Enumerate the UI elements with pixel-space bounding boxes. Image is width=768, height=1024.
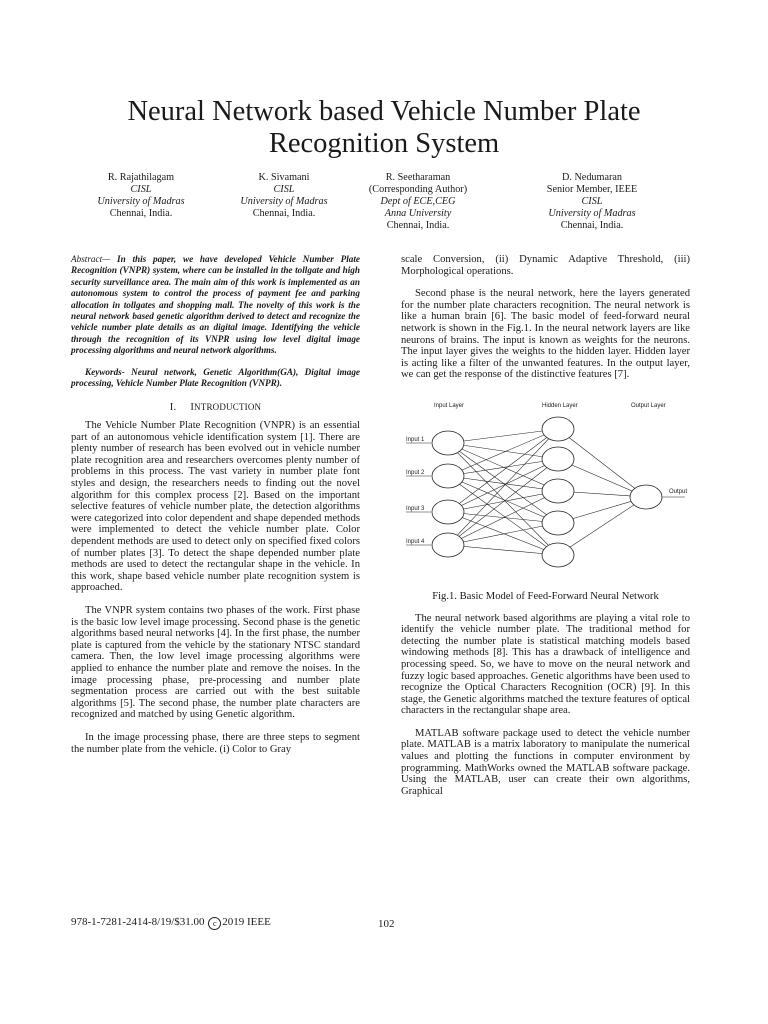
page-number: 102 [378, 918, 395, 930]
connection-edge [448, 429, 558, 545]
isbn-text: 978-1-7281-2414-8/19/$31.00 [71, 916, 205, 928]
figure-caption: Fig.1. Basic Model of Feed-Forward Neural Network [432, 590, 659, 602]
hidden-neuron [542, 543, 574, 567]
right-column [401, 254, 690, 797]
author-location: Chennai, India. [386, 220, 450, 231]
author-affiliation: Anna University [384, 208, 452, 219]
author-affiliation: Dept of ECE,CEG [380, 196, 456, 207]
author-affiliation: CISL [130, 184, 152, 195]
footer-isbn [71, 916, 271, 930]
year-org: 2019 IEEE [222, 916, 271, 928]
author-location: Chennai, India. [560, 220, 624, 231]
author-affiliation: CISL [273, 184, 295, 195]
output-label: Output [669, 488, 688, 495]
keywords: Keywords- Neural network, Genetic Algorithm(GA), Digital image processing, Vehicle Number Plate Recognition (VNPR). [71, 366, 360, 389]
paragraph: In the image processing phase, there are three steps to segment the number plate from the vehicle. (i) Color to Gray [71, 731, 360, 755]
author-role: Senior Member, IEEE [546, 184, 638, 195]
hidden-neuron [542, 511, 574, 535]
author-name: K. Sivamani [258, 172, 310, 183]
section-title-rest: NTRODUCTION [194, 402, 262, 413]
layer-label-hidden: Hidden Layer [542, 402, 578, 409]
neural-network-figure [401, 399, 690, 587]
copyright-icon: c [208, 917, 221, 930]
connection-edge [448, 491, 558, 512]
connection-edge [448, 443, 558, 459]
paragraph: The Vehicle Number Plate Recognition (VNPR) is an essential part of an autonomous vehicle identification system [1]. There are plenty number of research has been evolved out in vehicle number plate recognition area and researchers overcomes plenty number of problems in this process. The vast variety in number plate font styles and design, the researchers needs to finding out the novel algorithm for this complex process [2]. Based on the important selective features of vehicle number plate, the detection algorithms were categorized into color dependent and shape depended methods were implemented to detect the vehicle number plate. Color dependent methods are used to detect only on specified fixed colors of number plates [3]. To detect the shape depended number plate methods are used to detect the rectangular shape in the vehicle. In this work, shape based vehicle number plate recognition system is approached. [71, 420, 360, 594]
author-location: Chennai, India. [109, 208, 173, 219]
input-label: Input 3 [406, 505, 425, 512]
input-label: Input 4 [406, 538, 425, 545]
paragraph: MATLAB software package used to detect the vehicle number plate. MATLAB is a matrix laboratory to manipulate the numerical values and plotting the functions in computer environment by programming. MathWorks owned the MATLAB software package. Using the MATLAB, user can create their own algorithms, Graphical [401, 727, 690, 797]
section-heading [71, 402, 360, 414]
author-location: Chennai, India. [252, 208, 316, 219]
paragraph: The neural network based algorithms are playing a vital role to identify the vehicle number plate. The traditional method for detecting the number plate is statistical matching models based windowing methods [8]. This has a drawback of intelligence and processing speed. So, we have to move on the neural network and fuzzy logic based approaches. Genetic algorithms have been used to recognize the Optical Characters Recognition (OCR) [9]. In this stage, the Genetic algorithms matched the texture features of optical characters in the rectangular shape area. [401, 612, 690, 717]
abstract-text: In this paper, we have developed Vehicle Number Plate Recognition (VNPR) system, where can be installed in the tollgate and high security surveillance area. The main aim of this work is implemented as an autonomous system to control the process of payment fee and parking allocation in tollgates and shopping mall. The novelty of this work is the neural network based genetic algorithm derived to detect and recognize the vehicle number plate details as an digital image. Identifying the vehicle through the recognition of its VNPR using low level digital image processing algorithms and neural network algorithms. [71, 254, 360, 356]
paragraph: scale Conversion, (ii) Dynamic Adaptive Threshold, (iii) Morphological operations. [401, 254, 690, 277]
author-affiliation: University of Madras [548, 208, 636, 219]
section-title-cap: I [190, 402, 195, 414]
section-number: I. [169, 402, 177, 414]
author-role: (Corresponding Author) [368, 184, 468, 195]
paragraph: The VNPR system contains two phases of the work. First phase is the basic low level image processing. Second phase is the genetic algorithms based neural networks [4]. In the first phase, the number plate is captured from the vehicle by the stationary NTSC standard camera. Then, the low level image processing algorithms were applied to enhance the number plate and remove the noises. In the image processing phase, pre-processing and number plate segmentation process are carried out with the best suitable algorithms [5]. The second phase, the number plate characters are recognized and matched by using Genetic algorithm. [71, 604, 360, 721]
connection-edge [448, 459, 558, 545]
input-label: Input 1 [406, 436, 425, 443]
connection-edge [448, 512, 558, 555]
connection-edge [448, 476, 558, 555]
paper-title: Neural Network based Vehicle Number Plate Recognition System [127, 96, 641, 159]
author-affiliation: CISL [581, 196, 603, 207]
connection-edge [448, 512, 558, 523]
layer-label-output: Output Layer [631, 402, 666, 409]
author-4 [507, 172, 677, 232]
input-neuron [432, 500, 464, 524]
author-name: R. Seetharaman [385, 172, 451, 183]
left-column [71, 254, 360, 755]
hidden-neuron [542, 417, 574, 441]
layer-label-input: Input Layer [434, 402, 465, 409]
abstract [71, 254, 360, 357]
input-neuron [432, 464, 464, 488]
author-affiliation: University of Madras [97, 196, 185, 207]
connection-edge [448, 459, 558, 476]
connection-edge [448, 545, 558, 555]
input-neuron [432, 431, 464, 455]
output-neuron [630, 485, 662, 509]
author-name: R. Rajathilagam [107, 172, 175, 183]
abstract-label: Abstract— [71, 254, 111, 264]
input-neuron [432, 533, 464, 557]
hidden-neuron [542, 447, 574, 471]
author-3 [333, 172, 503, 232]
author-name: D. Nedumaran [562, 172, 622, 183]
paragraph: Second phase is the neural network, here the layers generated for the number plate characters recognition. The neural network is like a human brain [6]. The basic model of feed-forward neural network is shown in the Fig.1. In the neural network layers are like neurons of brains. The input is known as weights for the neurons. The input layer gives the weights to the hidden layer. Hidden layer is acting like a filter of the unwanted features. In the output layer, we can get the response of the distinctive features [7]. [401, 288, 690, 381]
neural-network-diagram [401, 399, 690, 587]
input-label: Input 2 [406, 469, 425, 476]
author-affiliation: University of Madras [240, 196, 328, 207]
connection-edge [448, 523, 558, 545]
hidden-neuron [542, 479, 574, 503]
